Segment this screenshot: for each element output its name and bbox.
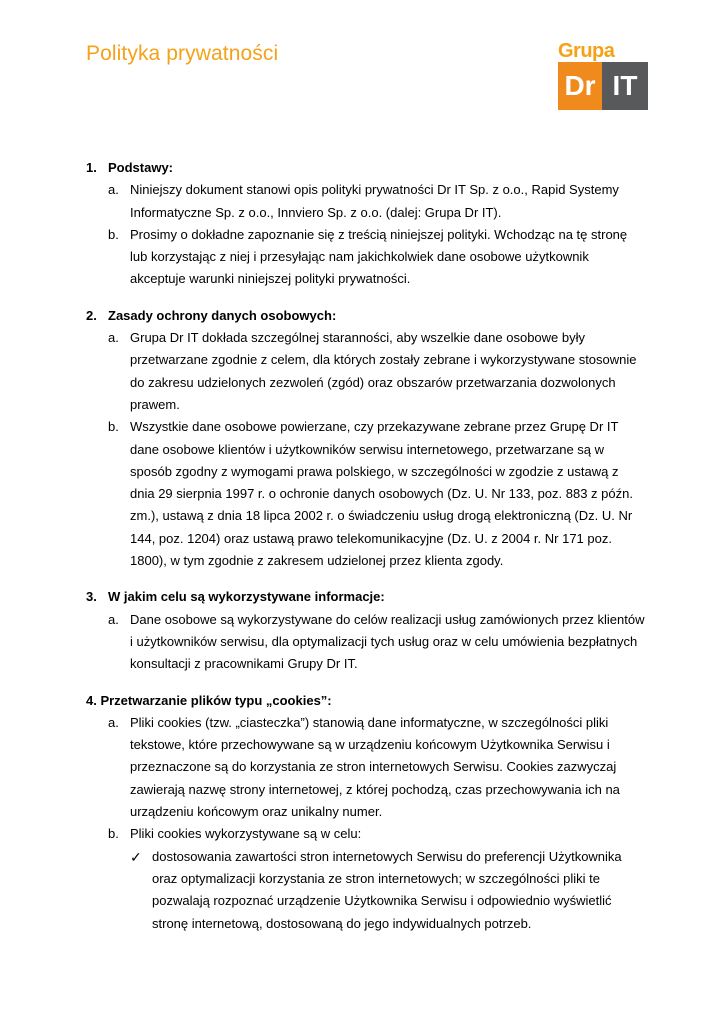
list-item: [86, 823, 646, 845]
item-text: Pliki cookies (tzw. „ciasteczka”) stanowią dane informatyczne, w szczególności pliki tekstowe, które przechowywane są w urządzeniu końcowym Użytkownika Serwisu i przeznaczone są do korzystania ze stron internetowych Serwisu. Cookies zazwyczaj zawierają nazwę strony internetowej, z której pochodzą, czas przechowywania ich na urządzeniu końcowym oraz unikalny numer.: [130, 714, 620, 820]
sub-item-text: dostosowania zawartości stron internetowych Serwisu do preferencji Użytkownika oraz optymalizacji korzystania ze stron internetowych; w szczególności pliki te pozwalają rozpoznać urządzenie Użytkownika Serwisu i odpowiednio wyświetlić stronę internetową, dostosowaną do jego indywidualnych potrzeb.: [152, 848, 622, 931]
company-logo: [558, 40, 650, 110]
list-item: [86, 416, 646, 572]
item-text: Wszystkie dane osobowe powierzane, czy przekazywane zebrane przez Grupę Dr IT dane osobowe klientów i użytkowników serwisu internetowego, przetwarzane są w sposób zgodny z wymogami prawa polskiego, w szczególności w zgodzie z ustawą z dnia 29 sierpnia 1997 r. o ochronie danych osobowych (Dz. U. Nr 133, poz. 883 z późn. zm.), ustawą z dnia 18 lipca 2002 r. o świadczeniu usług drogą elektroniczną (Dz. U. Nr 144, poz. 1204) oraz ustawą prawo telekomunikacyjne (Dz. U. z 2004 r. Nr 171 poz. 1800), w tym zgodnie z zakresem udzielonej przez klienta zgody.: [130, 419, 633, 569]
section-title: 4. Przetwarzanie plików typu „cookies”:: [86, 692, 332, 708]
section-1: [86, 157, 646, 291]
logo-dr-block: Dr: [558, 62, 602, 110]
item-text: Dane osobowe są wykorzystywane do celów realizacji usług zamówionych przez klientów i użytkowników serwisu, dla optymalizacji tych usług oraz w celu umówienia bezpłatnych konsultacji z pracownikami Grupy Dr IT.: [130, 611, 645, 672]
list-item: [86, 712, 646, 823]
item-text: Pliki cookies wykorzystywane są w celu:: [130, 826, 362, 842]
section-3: [86, 586, 646, 675]
section-heading: [86, 690, 646, 712]
item-letter: a.: [108, 330, 119, 346]
item-text: Niniejszy dokument stanowi opis polityki prywatności Dr IT Sp. z o.o., Rapid Systemy Informatyczne Sp. z o.o., Innviero Sp. z o.o. (dalej: Grupa Dr IT).: [130, 182, 619, 220]
section-number: 1.: [86, 160, 97, 175]
item-letter: b.: [108, 419, 119, 435]
section-heading: [86, 305, 646, 327]
list-item: [86, 224, 646, 291]
list-item: [86, 179, 646, 224]
section-number: 2.: [86, 307, 97, 323]
section-title: W jakim celu są wykorzystywane informacje:: [108, 589, 385, 605]
section-2: [86, 305, 646, 573]
item-text: Prosimy o dokładne zapoznanie się z treścią niniejszej polityki. Wchodząc na tę stronę lub korzystając z niej i przesyłając nam jakichkolwiek dane osobowe użytkownik akceptuje warunki niniejszej polityki prywatności.: [130, 226, 628, 287]
section-number: 3.: [86, 589, 97, 605]
item-letter: a.: [108, 611, 119, 627]
item-letter: a.: [108, 714, 119, 730]
list-item: [86, 327, 646, 416]
section-heading: [86, 586, 646, 608]
section-title: Zasady ochrony danych osobowych:: [108, 307, 337, 323]
section-title: Podstawy:: [108, 160, 174, 175]
item-letter: b.: [108, 226, 119, 242]
item-letter: b.: [108, 826, 119, 842]
logo-it-block: IT: [602, 62, 648, 110]
item-text: Grupa Dr IT dokłada szczególnej staranności, aby wszelkie dane osobowe były przetwarzane zgodnie z celem, dla których zostały zebrane i wykorzystywane stosownie do zakresu udzielonych zezwoleń (zgód) oraz obszarów przetwarzania dozwolonych prawem.: [130, 330, 637, 412]
sub-list-item: [86, 846, 646, 935]
section-heading: [86, 157, 646, 179]
list-item: [86, 609, 646, 676]
document-body: [86, 157, 646, 949]
page-title: Polityka prywatności: [86, 42, 279, 65]
logo-grupa-text: Grupa: [558, 40, 615, 62]
section-4: [86, 690, 646, 935]
checkmark-icon: ✓: [130, 848, 142, 865]
item-letter: a.: [108, 182, 119, 198]
